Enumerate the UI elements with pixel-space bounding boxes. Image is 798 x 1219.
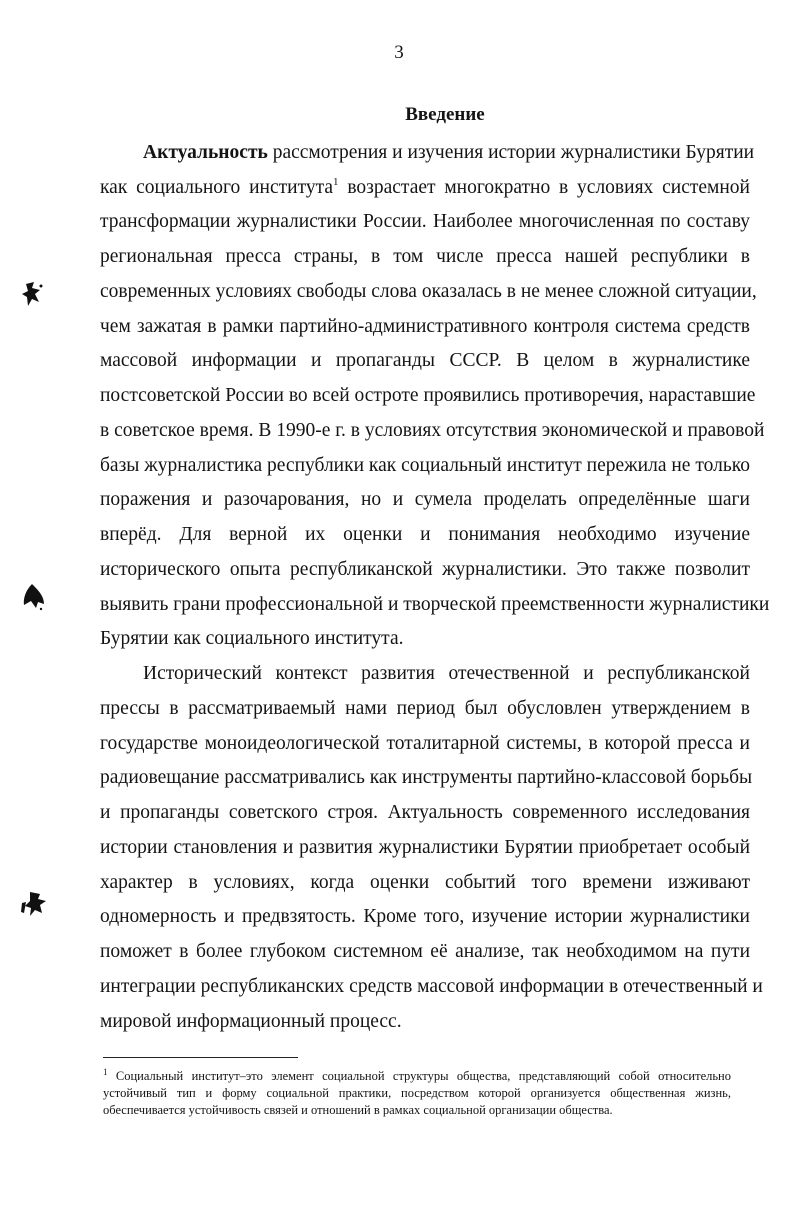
paragraph-1-line: поражения и разочарования, но и сумела проделать определённые шаги xyxy=(100,489,750,510)
paragraph-2-line: государстве моноидеологической тоталитарной системы, в которой пресса и xyxy=(100,733,750,754)
section-heading: Введение xyxy=(405,104,485,125)
page-number: 3 xyxy=(394,42,404,63)
line-text: рассмотрения и изучения истории журналистики Бурятии xyxy=(267,142,755,163)
paragraph-1-line: чем зажатая в рамки партийно-административного контроля система средств xyxy=(100,316,750,337)
line-text: возрастает многократно в условиях системной xyxy=(338,177,750,198)
scan-stain-top xyxy=(20,280,46,308)
footnote-line-2: устойчивый тип и форму социальной практики, посредством которой организуется общественная жизнь, xyxy=(103,1086,731,1100)
paragraph-1-line: массовой информации и пропаганды СССР. В целом в журналистике xyxy=(100,350,750,371)
paragraph-1-line: выявить грани профессиональной и творческой преемственности журналистики xyxy=(100,594,770,615)
paragraph-1-line: исторического опыта республиканской журналистики. Это также позволит xyxy=(100,559,750,580)
paragraph-2-line: интеграции республиканских средств массовой информации в отечественный и xyxy=(100,976,763,997)
paragraph-2-line: характер в условиях, когда оценки событий того времени изживают xyxy=(100,872,750,893)
paragraph-1-line-2 xyxy=(100,175,750,201)
paragraph-2-line: радиовещание рассматривались как инструменты партийно-классовой борьбы xyxy=(100,767,753,788)
paragraph-2-line: мировой информационный процесс. xyxy=(100,1011,402,1032)
footnote-line-1 xyxy=(103,1068,731,1084)
scan-stain-bottom xyxy=(20,889,48,919)
paragraph-1-line: в советское время. В 1990-е г. в условиях отсутствия экономической и правовой xyxy=(100,420,765,441)
paragraph-1-line: региональная пресса страны, в том числе пресса нашей республики в xyxy=(100,246,750,267)
line-text: как социального института xyxy=(100,177,334,198)
paragraph-1-line: постсоветской России во всей остроте проявились противоречия, нараставшие xyxy=(100,385,756,406)
paragraph-2-line: Исторический контекст развития отечественной и республиканской xyxy=(143,663,750,684)
paragraph-1-line: трансформации журналистики России. Наиболее многочисленная по составу xyxy=(100,211,750,232)
paragraph-1-line: современных условиях свободы слова оказалась в не менее сложной ситуации, xyxy=(100,281,757,302)
paragraph-2-line: одномерность и предвзятость. Кроме того, изучение истории журналистики xyxy=(100,906,750,927)
footnote-line-3: обеспечивается устойчивость связей и отношений в рамках социальной организации общества. xyxy=(103,1103,613,1117)
scan-stain-middle xyxy=(20,582,46,612)
paragraph-2-line: и пропаганды советского строя. Актуальность современного исследования xyxy=(100,802,750,823)
footnote-reference: 1 xyxy=(333,176,339,188)
lead-term: Актуальность xyxy=(143,142,268,163)
paragraph-2-line: прессы в рассматриваемый нами период был обусловлен утверждением в xyxy=(100,698,750,719)
paragraph-1-line: Бурятии как социального института. xyxy=(100,628,404,649)
paragraph-2-line: поможет в более глубоком системном её анализе, так необходимом на пути xyxy=(100,941,750,962)
footnote-mark: 1 xyxy=(103,1067,108,1077)
paragraph-1-line-1 xyxy=(143,140,755,166)
paragraph-2-line: истории становления и развития журналистики Бурятии приобретает особый xyxy=(100,837,750,858)
paragraph-1-line: вперёд. Для верной их оценки и понимания необходимо изучение xyxy=(100,524,750,545)
footnote-divider xyxy=(103,1057,298,1058)
footnote-text: Социальный институт–это элемент социальной структуры общества, представляющий собой относительно xyxy=(107,1069,731,1083)
paragraph-1-line: базы журналистика республики как социальный институт пережила не только xyxy=(100,455,750,476)
